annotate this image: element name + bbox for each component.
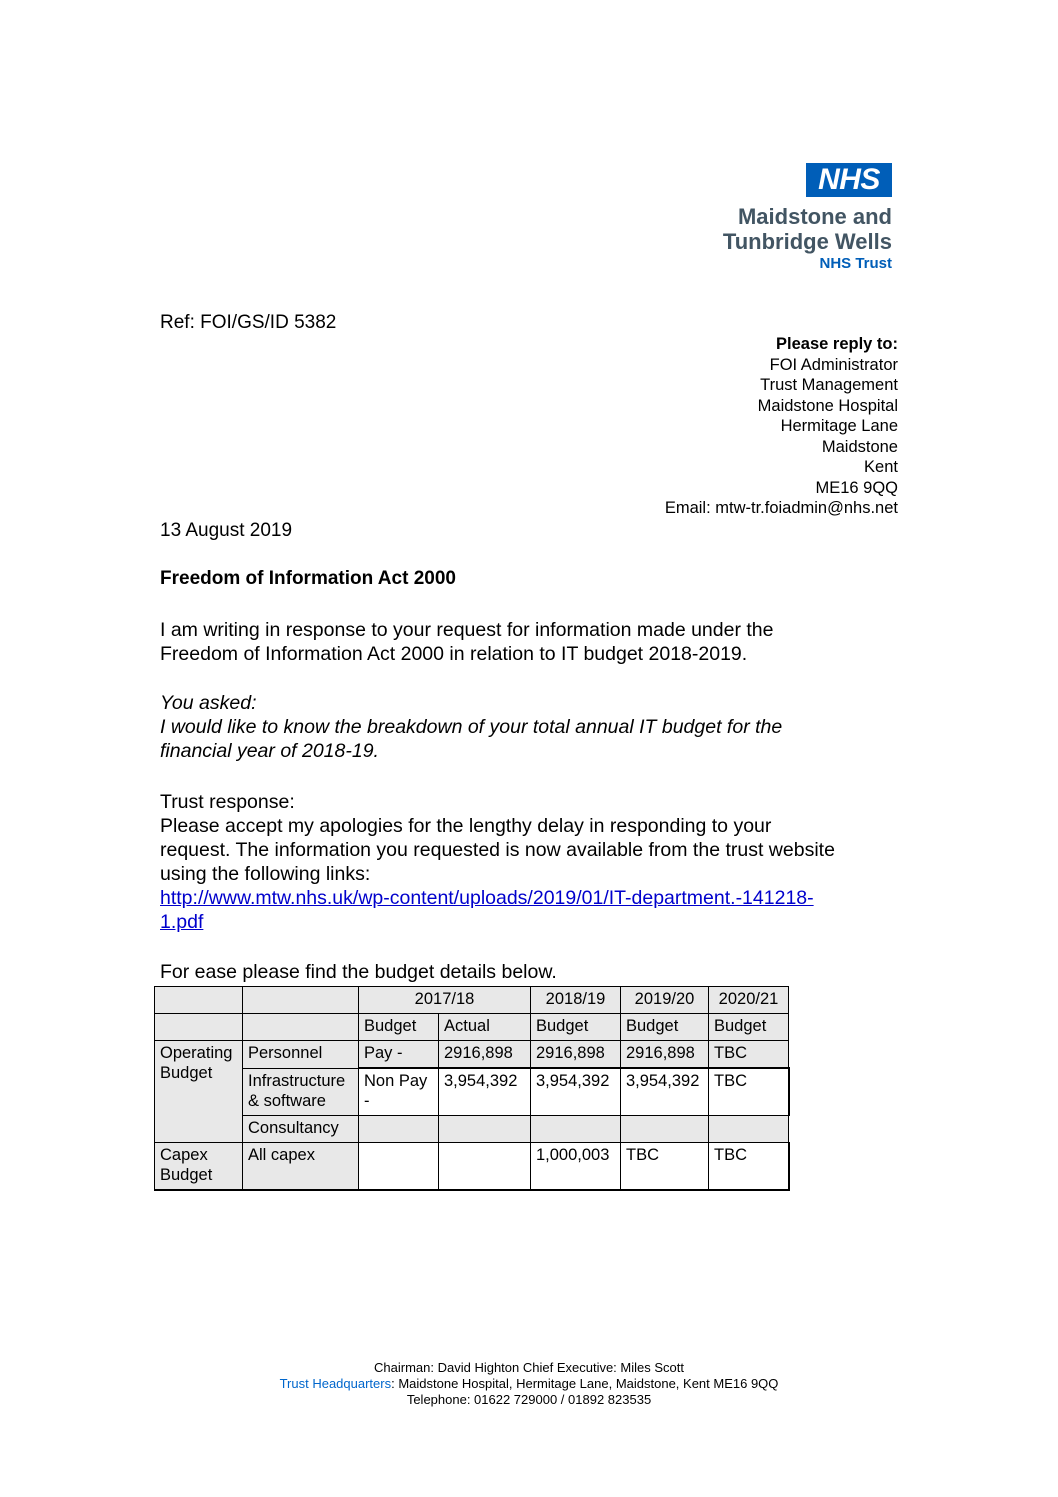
response-line: using the following links:	[160, 863, 371, 885]
table-cell	[709, 1116, 789, 1143]
nhs-logo-badge: NHS	[806, 163, 892, 197]
trust-name-line3: NHS Trust	[819, 255, 892, 272]
year-header: 2020/21	[709, 987, 789, 1014]
address-line: Trust Management	[760, 376, 898, 394]
table-row	[155, 1143, 789, 1191]
value-cell: TBC	[709, 1068, 789, 1116]
reference-number: Ref: FOI/GS/ID 5382	[160, 312, 337, 333]
intro-line: Freedom of Information Act 2000 in relation to IT budget 2018-2019.	[160, 643, 748, 665]
value-cell: TBC	[709, 1041, 789, 1069]
address-line: Kent	[864, 458, 898, 476]
table-cell	[243, 1014, 359, 1041]
asked-label: You asked:	[160, 692, 257, 714]
table-cell	[621, 1116, 709, 1143]
letter-heading: Freedom of Information Act 2000	[160, 568, 456, 589]
trust-name-line2: Tunbridge Wells	[722, 229, 892, 254]
subheader-cell: Budget	[621, 1014, 709, 1041]
subheader-cell: Budget	[359, 1014, 439, 1041]
reply-heading: Please reply to:	[776, 335, 898, 353]
intro-line: I am writing in response to your request for information made under the	[160, 619, 774, 641]
row-type: Non Pay -	[359, 1068, 439, 1116]
reply-address	[665, 334, 898, 519]
table-row	[155, 1014, 789, 1041]
value-cell	[439, 1143, 531, 1191]
website-link[interactable]: http://www.mtw.nhs.uk/wp-content/uploads/2019/01/IT-department.-141218-	[160, 887, 814, 909]
address-line: Maidstone Hospital	[757, 396, 898, 415]
value-cell: 2916,898	[531, 1041, 621, 1069]
table-cell	[243, 987, 359, 1014]
trust-name-line1: Maidstone and	[737, 204, 892, 229]
table-row	[155, 1041, 789, 1069]
subheader-cell: Actual	[439, 1014, 531, 1041]
footer-hq-address: : Maidstone Hospital, Hermitage Lane, Maidstone, Kent ME16 9QQ	[391, 1376, 779, 1391]
response-line: Please accept my apologies for the lengthy delay in responding to your	[160, 815, 772, 837]
address-line: ME16 9QQ	[815, 478, 898, 497]
response-line: request. The information you requested is now available from the trust website	[160, 839, 835, 861]
asked-line: I would like to know the breakdown of your total annual IT budget for the	[160, 716, 783, 738]
row-group-label: Operating Budget	[155, 1041, 243, 1143]
table-row	[155, 1068, 789, 1116]
row-group-label: Capex Budget	[155, 1143, 243, 1191]
footer-headquarters	[0, 1376, 1058, 1392]
subheader-cell: Budget	[531, 1014, 621, 1041]
table-cell	[155, 987, 243, 1014]
value-cell: TBC	[621, 1143, 709, 1191]
value-cell: TBC	[709, 1143, 789, 1191]
footer-officers: Chairman: David Highton Chief Executive: Miles Scott	[374, 1360, 684, 1375]
footer-hq-label: Trust Headquarters	[279, 1376, 392, 1391]
row-label: Personnel	[243, 1041, 359, 1069]
intro-paragraph	[160, 618, 920, 666]
value-cell: 3,954,392	[531, 1068, 621, 1116]
value-cell: 2916,898	[439, 1041, 531, 1069]
row-type: Pay -	[359, 1041, 439, 1069]
budget-table	[154, 986, 790, 1191]
row-label: Consultancy	[243, 1116, 359, 1143]
value-cell: 3,954,392	[621, 1068, 709, 1116]
asked-line: financial year of 2018-19.	[160, 740, 379, 762]
website-link-continued[interactable]: 1.pdf	[160, 911, 204, 933]
value-cell	[359, 1143, 439, 1191]
value-cell: 2916,898	[621, 1041, 709, 1069]
table-cell	[359, 1116, 439, 1143]
year-header: 2018/19	[531, 987, 621, 1014]
table-cell	[155, 1014, 243, 1041]
letter-date: 13 August 2019	[160, 520, 293, 541]
table-row	[155, 987, 789, 1014]
year-header: 2017/18	[359, 987, 531, 1014]
response-label: Trust response:	[160, 791, 295, 813]
address-line: Hermitage Lane	[780, 417, 898, 435]
ease-line: For ease please find the budget details below.	[160, 961, 557, 983]
table-cell	[439, 1116, 531, 1143]
year-header: 2019/20	[621, 987, 709, 1014]
row-label: Infrastructure & software	[243, 1068, 359, 1116]
table-row	[155, 1116, 789, 1143]
table-cell	[531, 1116, 621, 1143]
value-cell: 3,954,392	[439, 1068, 531, 1116]
address-line: FOI Administrator	[769, 355, 898, 374]
footer-telephone: Telephone: 01622 729000 / 01892 823535	[406, 1392, 652, 1407]
value-cell: 1,000,003	[531, 1143, 621, 1191]
address-line: Maidstone	[821, 437, 898, 456]
row-label: All capex	[243, 1143, 359, 1191]
email-line: Email: mtw-tr.foiadmin@nhs.net	[664, 499, 898, 517]
response-paragraph	[160, 790, 920, 934]
request-paragraph	[160, 691, 920, 763]
subheader-cell: Budget	[709, 1014, 789, 1041]
